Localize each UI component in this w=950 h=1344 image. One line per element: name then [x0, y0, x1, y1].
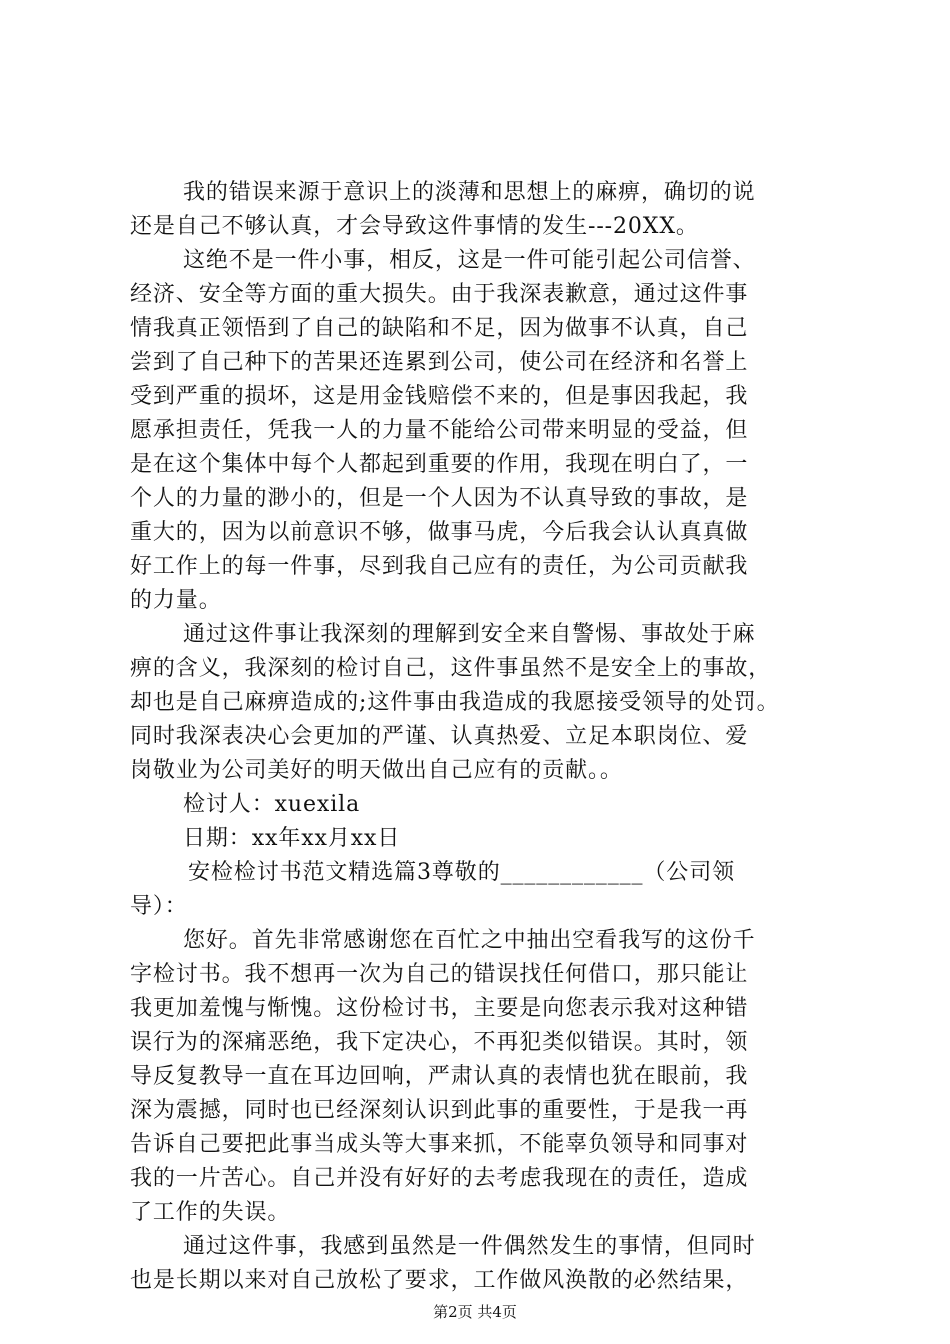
text-line: 通过这件事，我感到虽然是一件偶然发生的事情，但同时 — [183, 1234, 756, 1259]
text-line: 岗敬业为公司美好的明天做出自己应有的贡献。。 — [130, 758, 623, 783]
text-line: 我的错误来源于意识上的淡薄和思想上的麻痹，确切的说 — [183, 180, 756, 205]
section-heading: 安检检讨书范文精选篇3尊敬的____________（公司领 — [188, 860, 735, 885]
text-line: 误行为的深痛恶绝，我下定决心，不再犯类似错误。其时，领 — [130, 1030, 749, 1055]
text-line: 愿承担责任，凭我一人的力量不能给公司带来明显的受益，但 — [130, 418, 749, 443]
text-line: 深为震撼，同时也已经深刻认识到此事的重要性，于是我一再 — [130, 1098, 749, 1123]
text-line: 经济、安全等方面的重大损失。由于我深表歉意，通过这件事 — [130, 282, 749, 307]
text-line: 告诉自己要把此事当成头等大事来抓，不能辜负领导和同事对 — [130, 1132, 749, 1157]
text-line: 我的一片苦心。自己并没有好好的去考虑我现在的责任，造成 — [130, 1166, 749, 1191]
text-line: 也是长期以来对自己放松了要求，工作做风涣散的必然结果， — [130, 1268, 749, 1293]
text-line: 这绝不是一件小事，相反，这是一件可能引起公司信誉、 — [183, 248, 756, 273]
text-line: 导反复教导一直在耳边回响，严肃认真的表情也犹在眼前，我 — [130, 1064, 749, 1089]
text-line: 的力量。 — [130, 588, 222, 613]
date-line: 日期：xx年xx月xx日 — [183, 826, 401, 851]
text-line: 同时我深表决心会更加的严谨、认真热爱、立足本职岗位、爱 — [130, 724, 749, 749]
text-line: 好工作上的每一件事，尽到我自己应有的责任，为公司贡献我 — [130, 554, 749, 579]
signature-line: 检讨人：xuexila — [183, 792, 361, 817]
text-line: 尝到了自己种下的苦果还连累到公司，使公司在经济和名誉上 — [130, 350, 749, 375]
text-line: 重大的，因为以前意识不够，做事马虎，今后我会认认真真做 — [130, 520, 749, 545]
text-line: 了工作的失误。 — [130, 1200, 291, 1225]
page-number-footer: 第2页 共4页 — [433, 1303, 517, 1321]
text-line: 您好。首先非常感谢您在百忙之中抽出空看我写的这份千 — [183, 928, 756, 953]
text-line: 导）： — [130, 894, 188, 919]
text-line: 还是自己不够认真，才会导致这件事情的发生---20XX。 — [130, 214, 699, 239]
text-line: 通过这件事让我深刻的理解到安全来自警惕、事故处于麻 — [183, 622, 756, 647]
text-line: 却也是自己麻痹造成的;这件事由我造成的我愿接受领导的处罚。 — [130, 690, 780, 715]
text-line: 情我真正领悟到了自己的缺陷和不足，因为做事不认真，自己 — [130, 316, 749, 341]
text-line: 字检讨书。我不想再一次为自己的错误找任何借口，那只能让 — [130, 962, 749, 987]
text-line: 是在这个集体中每个人都起到重要的作用，我现在明白了，一 — [130, 452, 749, 477]
text-line: 受到严重的损坏，这是用金钱赔偿不来的，但是事因我起，我 — [130, 384, 749, 409]
text-line: 个人的力量的渺小的，但是一个人因为不认真导致的事故，是 — [130, 486, 749, 511]
text-line: 我更加羞愧与惭愧。这份检讨书，主要是向您表示我对这种错 — [130, 996, 749, 1021]
text-line: 痹的含义，我深刻的检讨自己，这件事虽然不是安全上的事故， — [130, 656, 772, 681]
